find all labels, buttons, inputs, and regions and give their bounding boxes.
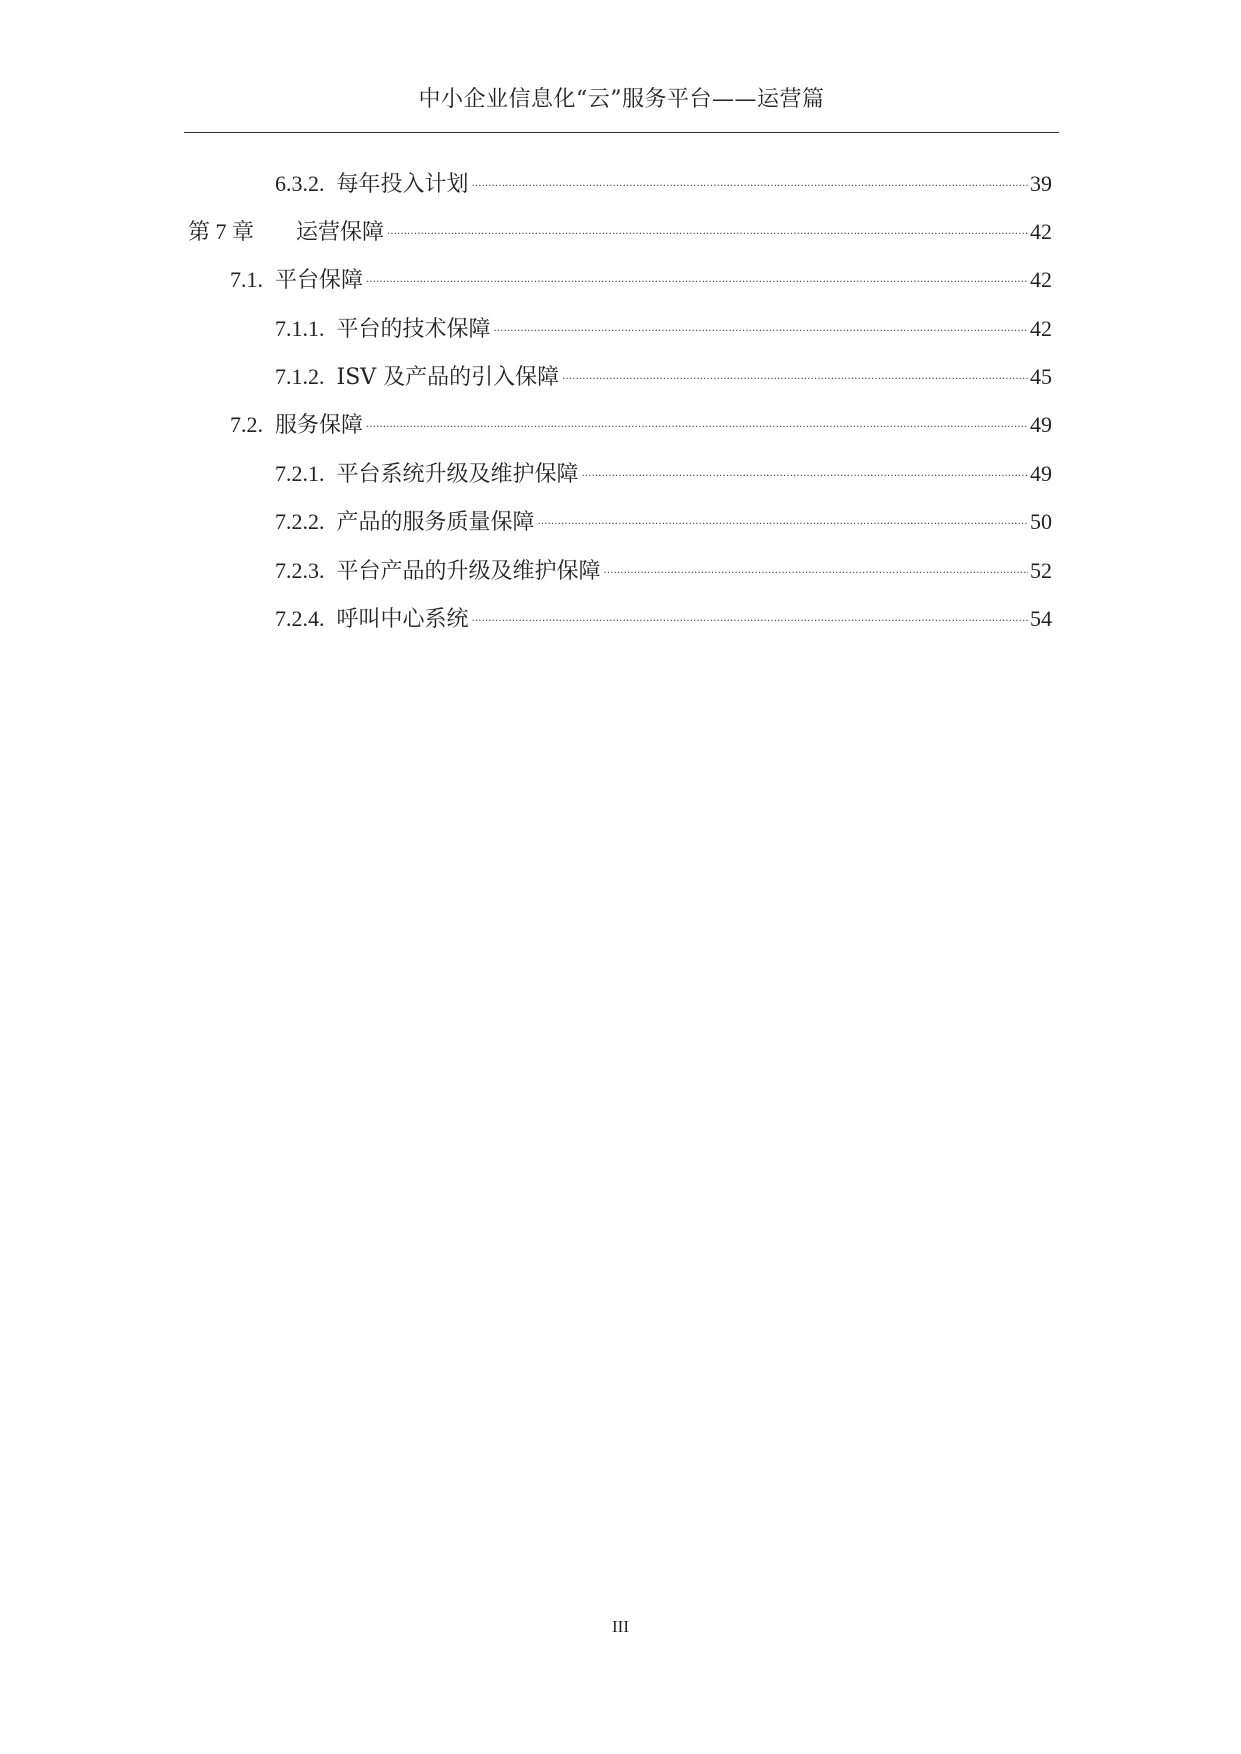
toc-entry-page: 52 <box>1030 558 1052 583</box>
toc-leader-dots <box>562 352 1028 384</box>
toc-entry-number: 7.1.2. <box>275 364 325 389</box>
toc-entry-title: 产品的服务质量保障 <box>336 510 535 535</box>
toc-entry-page: 49 <box>1030 461 1052 486</box>
toc-entry-title: 平台系统升级及维护保障 <box>336 462 579 487</box>
toc-entry[interactable] <box>275 352 1052 390</box>
toc-entry-number: 7.2.4. <box>275 606 325 631</box>
toc-entry-title: 平台产品的升级及维护保障 <box>336 559 601 584</box>
toc-entry-page: 50 <box>1030 509 1052 534</box>
toc-entry-number: 7.1.1. <box>275 316 325 341</box>
toc-leader-dots <box>387 207 1028 239</box>
toc-entry-page: 42 <box>1030 267 1052 292</box>
toc-entry-page: 45 <box>1030 364 1052 389</box>
toc-entry[interactable] <box>188 207 1052 245</box>
toc-entry[interactable] <box>275 594 1052 632</box>
toc-entry[interactable] <box>275 497 1052 535</box>
toc-entry[interactable] <box>230 255 1052 293</box>
toc-entry-page: 42 <box>1030 219 1052 244</box>
toc-entry[interactable] <box>275 546 1052 584</box>
page-number: III <box>612 1617 629 1636</box>
toc-entry[interactable] <box>230 400 1052 438</box>
toc-entry-number: 7.2.2. <box>275 509 325 534</box>
toc-entry-page: 49 <box>1030 412 1052 437</box>
toc-leader-dots <box>494 304 1028 336</box>
toc-entry[interactable] <box>275 449 1052 487</box>
toc-leader-dots <box>366 400 1028 432</box>
toc-entry-number: 6.3.2. <box>275 171 325 196</box>
toc-leader-dots <box>582 449 1028 481</box>
toc-entry-page: 39 <box>1030 171 1052 196</box>
toc-entry-title: ISV 及产品的引入保障 <box>336 365 560 390</box>
toc-leader-dots <box>538 497 1028 529</box>
page-header: 中小企业信息化“云”服务平台——运营篇 <box>418 87 825 112</box>
toc-entry-number: 7.2.1. <box>275 461 325 486</box>
toc-entry-title: 每年投入计划 <box>336 172 469 197</box>
toc-leader-dots <box>604 546 1028 578</box>
toc-entry-title: 服务保障 <box>275 413 364 438</box>
toc-entry[interactable] <box>275 304 1052 342</box>
toc-entry[interactable] <box>275 159 1052 197</box>
toc-entry-page: 42 <box>1030 316 1052 341</box>
header-rule <box>184 132 1059 133</box>
toc-entry-title: 平台保障 <box>275 268 364 293</box>
toc-entry-number: 7.2.3. <box>275 558 325 583</box>
toc-entry-title: 平台的技术保障 <box>336 317 491 342</box>
toc-leader-dots <box>366 255 1028 287</box>
toc-leader-dots <box>472 159 1028 191</box>
toc-entry-number: 第 7 章 <box>188 219 255 244</box>
toc-entry-title: 运营保障 <box>296 220 385 245</box>
toc-entry-page: 54 <box>1030 606 1052 631</box>
toc-entry-number: 7.1. <box>230 267 263 292</box>
toc-entry-number: 7.2. <box>230 412 263 437</box>
toc-entry-title: 呼叫中心系统 <box>336 607 469 632</box>
toc-leader-dots <box>472 594 1028 626</box>
